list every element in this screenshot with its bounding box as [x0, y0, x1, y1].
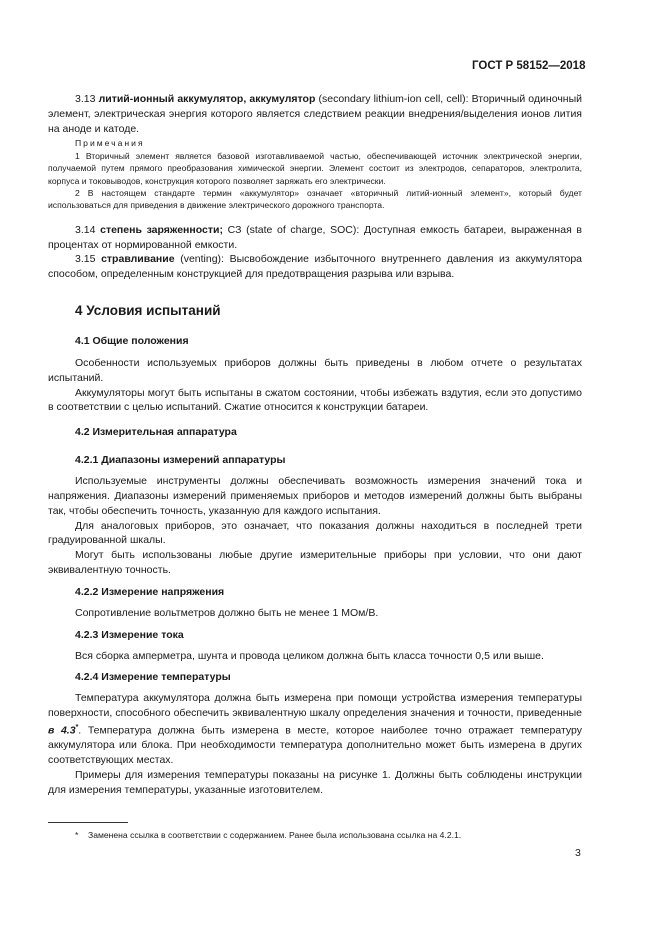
definition-number: 3.14 — [75, 223, 96, 236]
reference-link: в 4.3 — [48, 724, 76, 737]
section-4-2-1-paragraph: Используемые инструменты должны обеспечивать возможность измерения значений тока и напряжения. Диапазоны измерений применяемых приборов и методов измерений должны быть выбраны так, чтобы обеспечить точность, указанную для каждого испытания. — [48, 475, 582, 517]
section-4-2-2-heading: 4.2.2 Измерение напряжения — [75, 585, 225, 598]
definition-3-15 — [48, 252, 582, 282]
note-1: 1 Вторичный элемент является базовой изготавливаемой частью, обеспечивающей источник электрической энергии, получаемой путем прямого преобразования химической энергии. Элемент состоит из электродов, сепараторов, электролита, корпуса и токовыводов, конструкция которого позволяет заряжать его электрически. — [48, 150, 582, 186]
page-body — [48, 92, 582, 797]
page-number: 3 — [575, 847, 581, 859]
notes-title: Примечания — [75, 138, 145, 149]
section-4-2-4-heading: 4.2.4 Измерение температуры — [75, 671, 231, 684]
definition-text: (secondary lithium-ion cell, cell): Вторичный одиночный элемент, электрическая энергия которого является следствием реакции внедрения/выделения ионов лития на аноде и катоде. — [48, 93, 582, 135]
section-4-2-4-paragraph: Примеры для измерения температуры показаны на рисунке 1. Должны быть соблюдены инструкции для измерения температуры, указанные изготовителем. — [48, 768, 582, 796]
footnote-mark: * — [75, 830, 79, 840]
definition-text: (venting): Высвобождение избыточного внутреннего давления из аккумулятора способом, определенным конструкцией для предотвращения разрыва или взрыва. — [48, 253, 582, 281]
footnote-divider — [48, 822, 128, 823]
footnote — [75, 829, 461, 841]
definition-number: 3.15 — [75, 253, 96, 266]
definition-term: стравливание — [101, 253, 175, 266]
section-4-2-4-paragraph — [48, 691, 582, 767]
section-4-2-3-paragraph: Вся сборка амперметра, шунта и провода целиком должна быть класса точности 0,5 или выше. — [75, 649, 544, 662]
section-4-2-3-heading: 4.2.3 Измерение тока — [75, 628, 184, 641]
definition-text: СЗ (state of charge, SOC): Доступная емкость батареи, выраженная в процентах от нормированной емкости. — [48, 223, 582, 251]
definition-term: литий-ионный аккумулятор, аккумулятор — [98, 93, 316, 105]
paragraph-text: . Температура должна быть измерена в месте, которое наиболее точно отражает температуру аккумулятора или блока. При необходимости температура дополнительно может быть измерена в других соответствующих местах. — [48, 724, 582, 767]
definition-number: 3.13 — [75, 93, 96, 105]
section-4-1-paragraph: Особенности используемых приборов должны быть приведены в любом отчете о результатах испытаний. — [48, 357, 582, 384]
document-number: ГОСТ Р 58152—2018 — [472, 60, 586, 72]
paragraph-text: Температура аккумулятора должна быть измерена при помощи устройства измерения температуры поверхности, способного обеспечить эквивалентную шкалу определения значения и точности, приведенные — [48, 692, 582, 720]
section-4-2-1-heading: 4.2.1 Диапазоны измерений аппаратуры — [75, 454, 286, 467]
definition-3-13 — [48, 92, 582, 136]
section-4-2-1-paragraph: Могут быть использованы любые другие измерительные приборы при условии, что они дают эквивалентную точность. — [48, 549, 582, 576]
definition-3-14 — [48, 223, 582, 253]
section-4-2-1-paragraph: Для аналоговых приборов, это означает, что показания должны находиться в последней трети градуированной шкалы. — [48, 519, 582, 547]
note-2: 2 В настоящем стандарте термин «аккумулятор» означает «вторичный литий-ионный элемент», который будет использоваться для приведения в движение электрического дорожного транспорта. — [48, 188, 582, 211]
section-4-1-paragraph: Аккумуляторы могут быть испытаны в сжатом состоянии, чтобы избежать вздутия, если это допустимо в соответствии с целью испытаний. Сжатие относится к конструкции батареи. — [48, 386, 582, 414]
section-4-1-heading: 4.1 Общие положения — [75, 335, 189, 348]
section-4-heading: 4 Условия испытаний — [75, 303, 221, 319]
footnote-text: Заменена ссылка в соответствии с содержанием. Ранее была использована ссылка на 4.2.1. — [88, 830, 462, 840]
definition-term: степень заряженности; — [100, 223, 223, 236]
section-4-2-heading: 4.2 Измерительная аппаратура — [75, 426, 237, 439]
section-4-2-2-paragraph: Сопротивление вольтметров должно быть не менее 1 МОм/В. — [75, 606, 379, 619]
footnote-marker: * — [75, 723, 79, 731]
